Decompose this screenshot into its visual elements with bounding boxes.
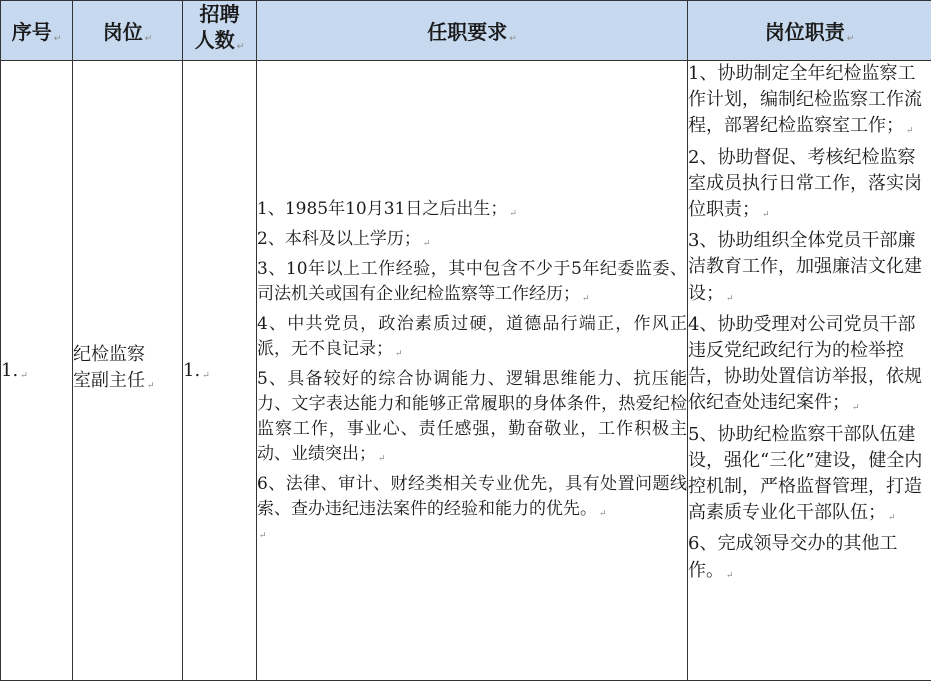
duty-item: 3、协助组织全体党员干部廉洁教育工作，加强廉洁文化建设； ↵ (688, 230, 922, 304)
header-row (1, 1, 931, 61)
row-index: 1. ↵ (1, 61, 73, 681)
paragraph-mark: ↵ (259, 530, 267, 541)
header-requirements: 任职要求 ↵ (257, 1, 688, 61)
row-count: 1. ↵ (183, 61, 257, 681)
header-position: 岗位 ↵ (73, 1, 183, 61)
table-row (1, 61, 931, 681)
requirements-list (257, 197, 687, 527)
requirement-item: 2、本科及以上学历； ↵ (257, 228, 431, 249)
duty-item: 4、协助受理对公司党员干部违反党纪政纪行为的检举控告，协助处置信访举报，依规依纪查处违纪案件； ↵ (688, 313, 922, 414)
duty-item: 5、协助纪检监察干部队伍建设，强化“三化”建设，健全内控机制，严格监督管理，打造高素质专业化干部队伍； ↵ (688, 423, 923, 524)
header-index: 序号 ↵ (1, 1, 73, 61)
duty-item: 6、完成领导交办的其他工作。 ↵ (688, 533, 898, 581)
requirement-item: 6、法律、审计、财经类相关专业优先，具有处置问题线索、查办违纪违法案件的经验和能力的优先。 ↵ (257, 473, 687, 519)
row-requirements (257, 61, 688, 681)
row-position: 纪检监察 室副主任 ↵ (73, 61, 183, 681)
requirement-item: 5、具备较好的综合协调能力、逻辑思维能力、抗压能力、文字表达能力和能够正常履职的身体条件，热爱纪检监察工作，事业心、责任感强，勤奋敬业，工作积极主动、业绩突出； ↵ (257, 368, 687, 464)
duty-item: 1、协助制定全年纪检监察工作计划，编制纪检监察工作流程，部署纪检监察室工作； ↵ (688, 63, 922, 137)
duties-list (688, 61, 931, 589)
duty-item: 2、协助督促、考核纪检监察室成员执行日常工作，落实岗位职责； ↵ (688, 146, 922, 221)
header-count: 招聘 人数 ↵ (183, 1, 257, 61)
header-duties: 岗位职责 ↵ (688, 1, 931, 61)
requirement-item: 4、中共党员，政治素质过硬，道德品行端正，作风正派，无不良记录； ↵ (257, 313, 687, 359)
row-duties (688, 61, 931, 681)
requirement-item: 3、10年以上工作经验，其中包含不少于5年纪委监委、司法机关或国有企业纪检监察等工作经历； ↵ (257, 258, 687, 304)
requirement-item: 1、1985年10月31日之后出生； ↵ (257, 198, 517, 219)
